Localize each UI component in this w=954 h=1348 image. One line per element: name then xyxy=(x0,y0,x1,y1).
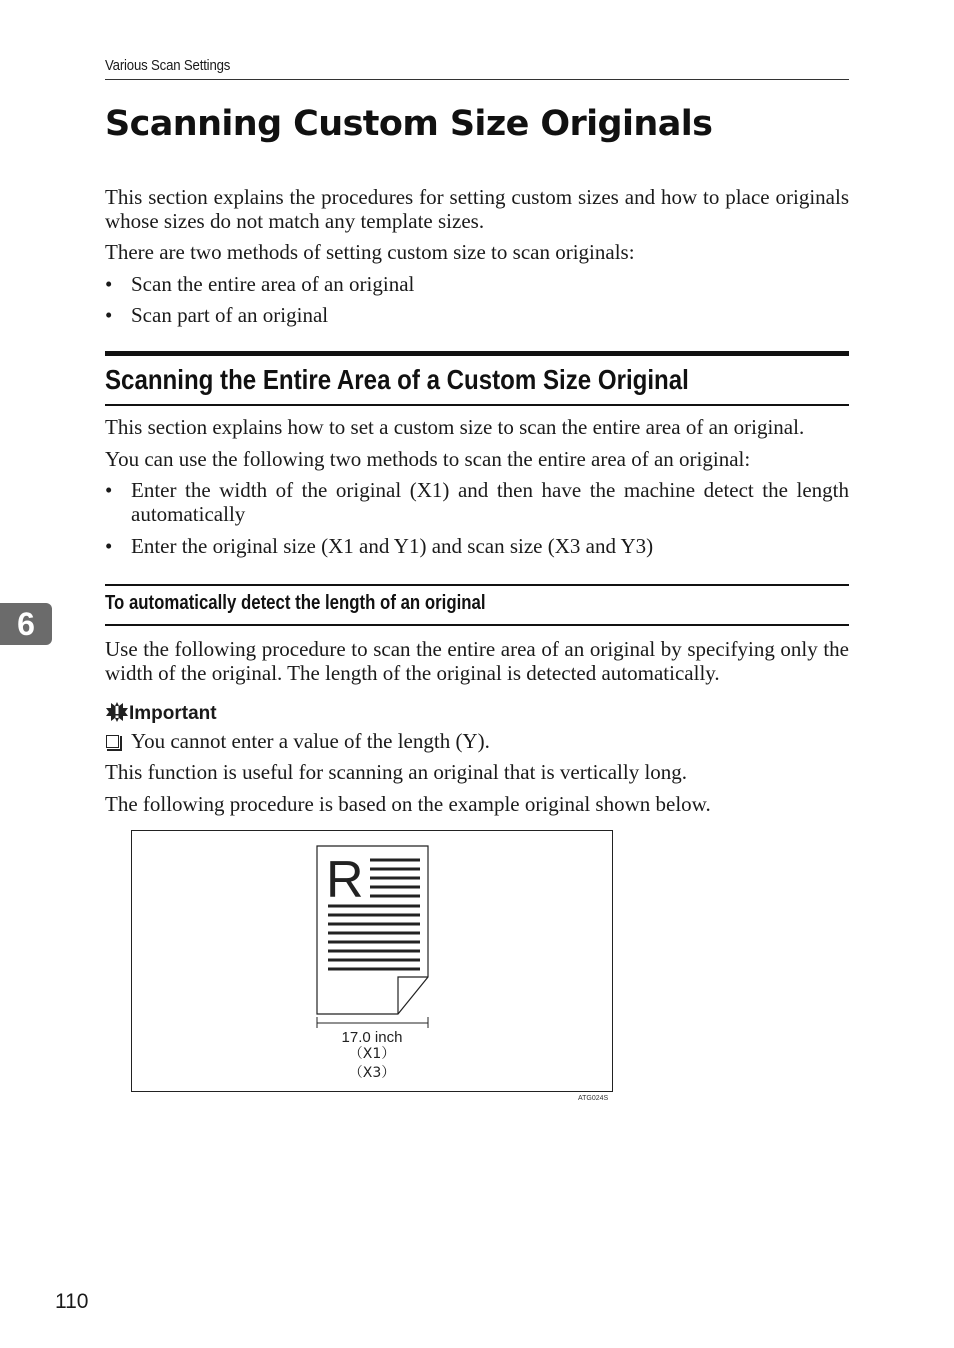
bullet-icon: • xyxy=(105,303,113,327)
important-icon xyxy=(105,701,129,723)
important-label: Important xyxy=(129,703,217,724)
section-title: Scanning the Entire Area of a Custom Size Original xyxy=(105,364,689,395)
subsection-bottom-rule xyxy=(105,624,849,626)
section-title-underline xyxy=(105,404,849,406)
sample-letter: R xyxy=(326,851,364,909)
important-item xyxy=(105,729,490,754)
page-title: Scanning Custom Size Originals xyxy=(105,104,713,144)
list-item-text: Enter the original size (X1 and Y1) and scan size (X3 and Y3) xyxy=(131,534,654,558)
x3-label: （X3） xyxy=(348,1065,396,1081)
example-original-illustration xyxy=(132,831,612,1091)
subsection-top-rule xyxy=(105,584,849,586)
running-head xyxy=(105,57,849,80)
important-item-text: You cannot enter a value of the length (Y). xyxy=(131,729,490,753)
list-item-text: Enter the width of the original (X1) and then have the machine detect the length automatically xyxy=(131,478,849,526)
example-original-figure xyxy=(131,830,613,1092)
dimension-label: 17.0 inch xyxy=(341,1029,403,1046)
section-paragraph: This section explains how to set a custom size to scan the entire area of an original. xyxy=(105,415,805,439)
x1-label: （X1） xyxy=(348,1046,396,1062)
subsection-title: To automatically detect the length of an original xyxy=(105,592,486,614)
intro-paragraph: This section explains the procedures for setting custom sizes and how to place originals whose sizes do not match any template sizes. xyxy=(105,185,849,233)
section-divider xyxy=(105,351,849,356)
bullet-icon: • xyxy=(105,478,113,502)
procedure-paragraph: The following procedure is based on the example original shown below. xyxy=(105,792,711,816)
bullet-icon: • xyxy=(105,272,113,296)
bullet-icon: • xyxy=(105,534,113,558)
function-paragraph: This function is useful for scanning an original that is vertically long. xyxy=(105,760,688,784)
running-head-text: Various Scan Settings xyxy=(105,57,231,74)
chapter-tab: 6 xyxy=(0,603,52,645)
list-item-text: Scan part of an original xyxy=(131,303,329,327)
subsection-paragraph: Use the following procedure to scan the entire area of an original by specifying only the width of the original. The length of the original is detected automatically. xyxy=(105,637,849,685)
checkbox-icon xyxy=(106,735,119,748)
section-methods-paragraph: You can use the following two methods to scan the entire area of an original: xyxy=(105,447,751,471)
figure-code: ATG024S xyxy=(578,1095,609,1102)
list-item-text: Scan the entire area of an original xyxy=(131,272,415,296)
intro-methods-paragraph: There are two methods of setting custom size to scan originals: xyxy=(105,240,635,264)
important-note-heading xyxy=(105,701,217,725)
page-number: 110 xyxy=(55,1290,89,1313)
